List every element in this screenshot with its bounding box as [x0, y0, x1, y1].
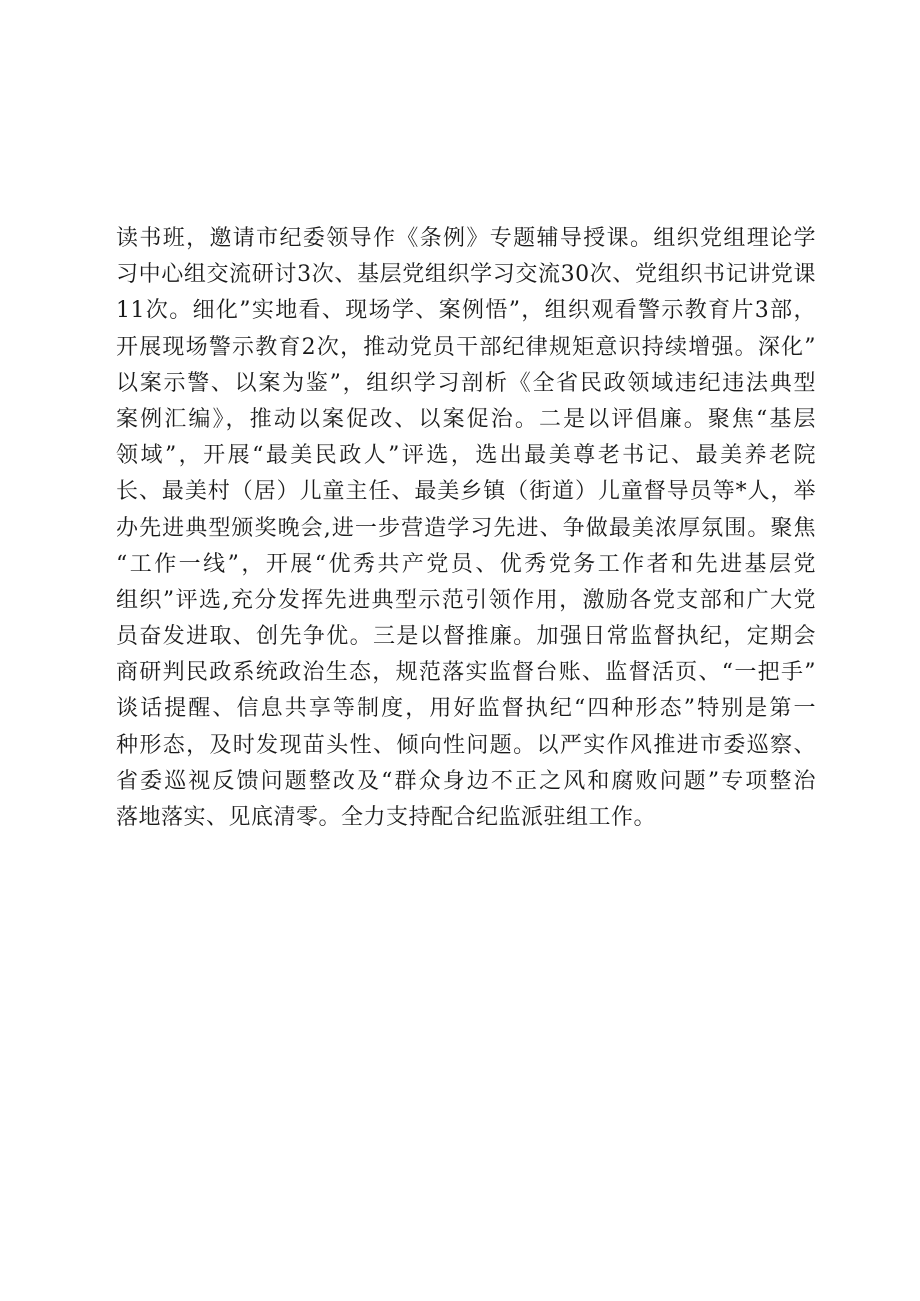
text-line: 落地落实、见底清零。全力支持配合纪监派驻组工作。 — [116, 805, 657, 830]
text-line: 组织”评选,充分发挥先进典型示范引领作用，激励各党支部和广大党 — [116, 587, 816, 613]
text-line: 案例汇编》，推动以案促改、以案促治。二是以评倡廉。聚焦“基层 — [116, 406, 816, 432]
text-line: 长、最美村（居）儿童主任、最美乡镇（街道）儿童督导员等*人，举 — [116, 479, 816, 505]
text-line: 领域”，开展“最美民政人”评选，选出最美尊老书记、最美养老院 — [116, 443, 816, 469]
text-line: 员奋发进取、创先争优。三是以督推廉。加强日常监督执纪，定期会 — [116, 624, 816, 650]
text-line: 习中心组交流研讨3次、基层党组织学习交流30次、党组织书记讲党课 — [116, 262, 816, 288]
text-line: 开展现场警示教育2次，推动党员干部纪律规矩意识持续增强。深化” — [116, 334, 816, 360]
text-line: 以案示警、以案为鉴”，组织学习剖析《全省民政领域违纪违法典型 — [116, 370, 816, 396]
text-line: 省委巡视反馈问题整改及“群众身边不正之风和腐败问题”专项整治 — [116, 768, 816, 794]
text-line: 11次。细化”实地看、现场学、案例悟”，组织观看警示教育片3部， — [116, 298, 816, 324]
text-line: 种形态，及时发现苗头性、倾向性问题。以严实作风推进市委巡察、 — [116, 732, 816, 758]
text-line: 办先进典型颁奖晚会,进一步营造学习先进、争做最美浓厚氛围。聚焦 — [116, 515, 816, 541]
text-line: 谈话提醒、信息共享等制度，用好监督执纪“四种形态”特别是第一 — [116, 696, 816, 722]
text-line: 商研判民政系统政治生态，规范落实监督台账、监督活页、“一把手” — [116, 660, 816, 686]
text-line: 读书班，邀请市纪委领导作《条例》专题辅导授课。组织党组理论学 — [116, 226, 816, 251]
text-line: “工作一线”，开展“优秀共产党员、优秀党务工作者和先进基层党 — [116, 551, 816, 577]
body-paragraph — [116, 221, 816, 836]
